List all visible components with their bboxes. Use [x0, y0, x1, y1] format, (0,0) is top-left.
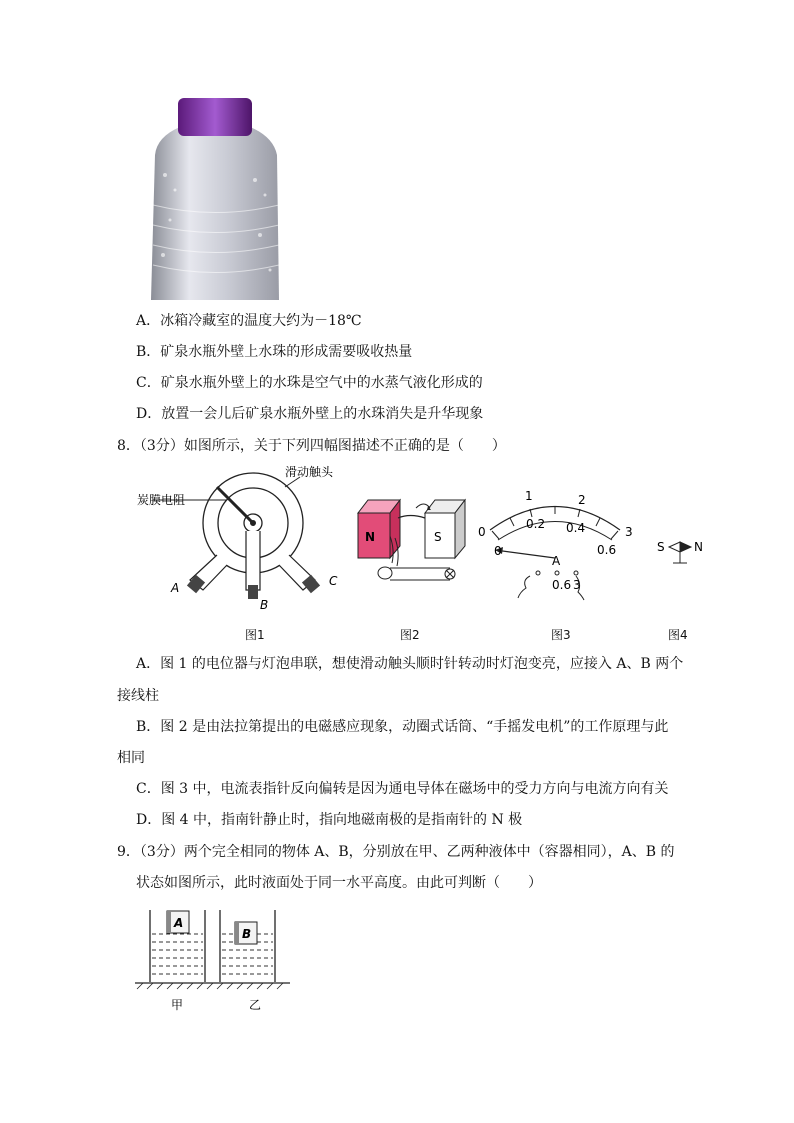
fig4-pole-s: S	[657, 540, 665, 554]
q8-option-b-line2: 相同	[117, 750, 145, 766]
fig3-terminal-3: 3	[573, 578, 581, 592]
fig1-caption: 图1	[245, 628, 265, 642]
fig1-terminal-b: B	[260, 598, 269, 612]
figure-2-induction	[350, 488, 475, 588]
fig1-label-carbon-resistor: 炭膜电阻	[137, 493, 186, 507]
figure-3-ammeter	[470, 488, 640, 618]
water-bottle-image	[145, 95, 285, 300]
q8-option-b-line1: B．图 2 是由法拉第提出的电磁感应现象，动圈式话筒、“手摇发电机”的工作原理与此	[136, 719, 669, 735]
fig3-tick-2: 2	[578, 493, 586, 507]
fig3-tick-3: 3	[625, 525, 633, 539]
fig3-tick-0-6: 0.6	[597, 543, 617, 557]
q8-option-d: D．图 4 中，指南针静止时，指向地磁南极的是指南针的 N 极	[136, 812, 523, 828]
fig3-tick-0-4: 0.4	[566, 521, 586, 535]
q8-option-c: C．图 3 中，电流表指针反向偏转是因为通电导体在磁场中的受力方向与电流方向有关	[136, 781, 669, 797]
fig3-tick-0: 0	[478, 525, 486, 539]
q7-option-d: D．放置一会儿后矿泉水瓶外壁上的水珠消失是升华现象	[136, 406, 484, 422]
q7-option-b: B．矿泉水瓶外壁上水珠的形成需要吸收热量	[136, 344, 413, 360]
fig3-unit: A	[552, 554, 561, 568]
q9-label-yi: 乙	[249, 998, 262, 1012]
fig2-magnet-s: S	[434, 530, 442, 544]
fig4-caption: 图4	[668, 628, 688, 642]
q7-option-a: A．冰箱冷藏室的温度大约为－18℃	[136, 313, 362, 329]
q9-stem-line2: 状态如图所示，此时液面处于同一水平高度。由此可判断（ ）	[136, 875, 542, 891]
figure-1-potentiometer	[135, 465, 360, 615]
q8-stem: 8．（3分）如图所示，关于下列四幅图描述不正确的是（ ）	[117, 438, 506, 454]
q9-object-a: A	[174, 916, 184, 930]
q8-option-a-line2: 接线柱	[117, 688, 159, 704]
q9-containers-figure	[135, 905, 295, 1015]
fig1-label-slider: 滑动触头	[285, 465, 334, 479]
fig3-terminal-0-6: 0.6	[552, 578, 572, 592]
fig2-caption: 图2	[400, 628, 420, 642]
fig2-magnet-n: N	[365, 530, 376, 544]
fig3-zero: 0	[494, 544, 502, 558]
q7-option-c: C．矿泉水瓶外壁上的水珠是空气中的水蒸气液化形成的	[136, 375, 483, 391]
fig4-pole-n: N	[694, 540, 703, 554]
q9-stem-line1: 9．（3分）两个完全相同的物体 A、B，分别放在甲、乙两种液体中（容器相同），A、B 的	[117, 844, 675, 860]
figure-4-compass	[655, 535, 710, 570]
q9-label-jia: 甲	[171, 998, 184, 1012]
q8-option-a-line1: A．图 1 的电位器与灯泡串联，想使滑动触头顺时针转动时灯泡变亮，应接入 A、B 两个	[136, 656, 684, 672]
fig3-tick-0-2: 0.2	[526, 517, 546, 531]
fig1-terminal-a: A	[171, 581, 180, 595]
fig3-tick-1: 1	[525, 489, 533, 503]
fig1-terminal-c: C	[329, 574, 338, 588]
fig3-caption: 图3	[551, 628, 571, 642]
q9-object-b: B	[242, 927, 252, 941]
